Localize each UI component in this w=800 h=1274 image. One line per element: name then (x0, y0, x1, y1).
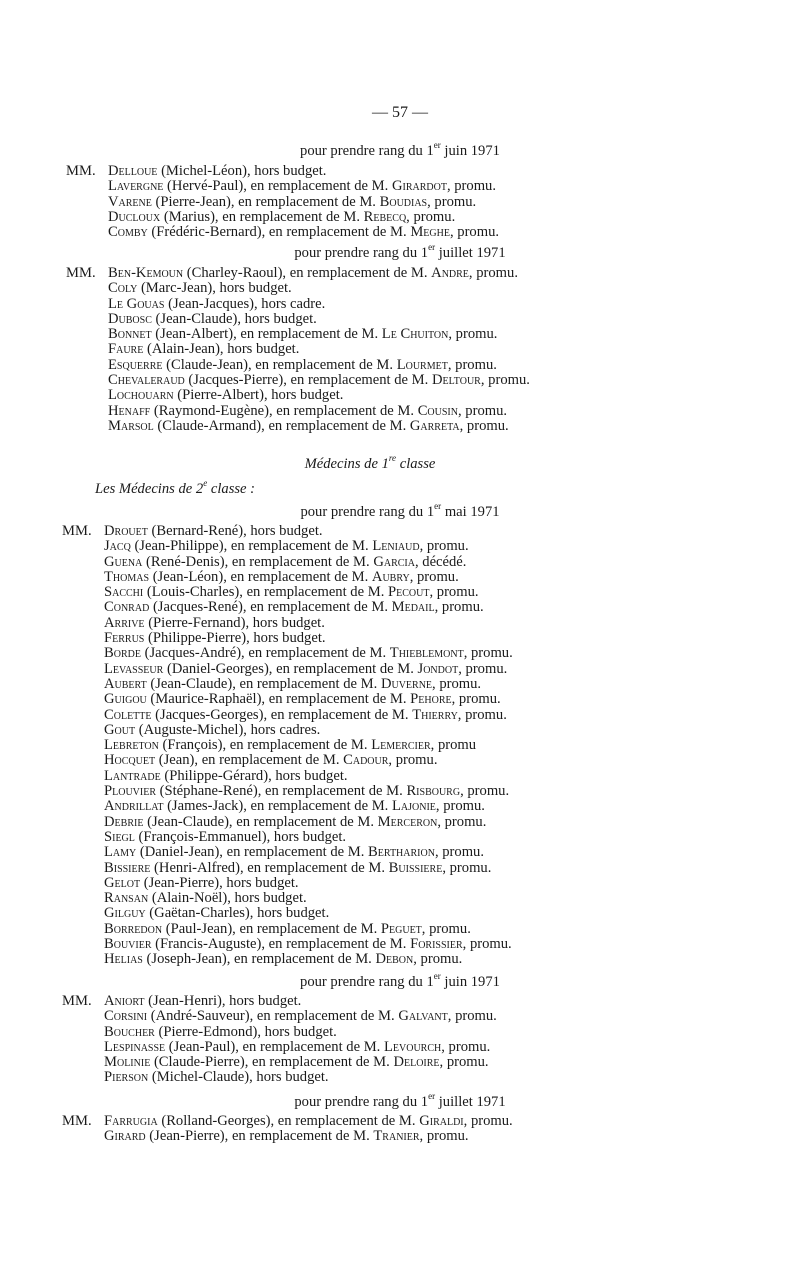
entry-status: , promu. (457, 402, 508, 419)
entry-status: , promu. (388, 752, 438, 769)
surname: Debrie (104, 813, 144, 830)
entry-list (62, 1113, 513, 1145)
list-item (62, 993, 497, 1009)
list-item (104, 1025, 497, 1040)
entry-status: , promu. (448, 326, 498, 343)
entry-status: , promu. (463, 645, 513, 662)
surname: Conrad (104, 599, 150, 616)
surname: Andrillat (104, 798, 164, 815)
entry-text: (Jean-Philippe), en remplacement de M. (130, 538, 373, 555)
entry-status: , promu. (434, 844, 485, 861)
entry-text: (Claude-Armand), en remplacement de M. (153, 417, 410, 434)
surname: Girard (104, 1128, 146, 1145)
grade-heading: Médecins de 1re classe (304, 453, 436, 472)
entry-status: , promu. (442, 859, 492, 876)
replaced-surname: Duverne (380, 675, 433, 692)
replaced-surname: Pehore (410, 691, 452, 708)
entry-text: (Claude-Jean), en remplacement de M. (162, 356, 397, 373)
entry-text: (Claude-Pierre), en remplacement de M. (150, 1054, 394, 1071)
entry-text: (René-Denis), en remplacement de M. (142, 553, 374, 570)
entry-status: , promu. (463, 1113, 513, 1129)
list-item (104, 631, 513, 646)
entry-text: (Pierre-Jean), en remplacement de M. (151, 193, 380, 210)
replaced-surname: Lajonie (391, 798, 436, 815)
surname: Gilguy (104, 905, 146, 922)
list-item (108, 388, 530, 403)
surname: Lochouarn (108, 387, 174, 404)
surname: Ducloux (108, 208, 161, 225)
honorific: MM. (62, 523, 92, 539)
entry-status: , promu. (449, 224, 500, 241)
entry-list (66, 163, 500, 241)
list-item (62, 523, 513, 539)
entry-text: (Jean-Henri), hors budget. (144, 993, 302, 1009)
list-item (104, 815, 513, 830)
entry-text: (Pierre-Fernand), hors budget. (144, 614, 325, 631)
list-item (104, 845, 513, 860)
entry-text: (Alain-Jean), hors budget. (143, 341, 300, 358)
replaced-surname: Pecout (388, 584, 430, 601)
entry-text: (Auguste-Michel), hors cadres. (135, 721, 321, 738)
list-item (104, 570, 513, 585)
surname: Le Gouas (108, 295, 165, 312)
surname: Arrive (104, 614, 145, 631)
surname: Guigou (104, 691, 147, 708)
surname: Gout (104, 721, 136, 738)
list-item (108, 373, 530, 388)
surname: Lavergne (108, 178, 164, 195)
surname: Bissiere (104, 859, 151, 876)
surname: Gelot (104, 874, 141, 891)
entry-status: , promu. (437, 813, 487, 830)
entry-text: (Joseph-Jean), en remplacement de M. (142, 951, 376, 968)
replaced-surname: Boudias (379, 193, 428, 210)
entry-text: (Jean-Claude), hors budget. (151, 310, 317, 327)
replaced-surname: Risbourg (406, 783, 461, 800)
surname: Delloue (108, 163, 158, 179)
entry-status: , promu. (459, 417, 509, 434)
entry-status: , promu. (406, 208, 456, 225)
surname: Pierson (104, 1069, 149, 1086)
surname: Bonnet (108, 326, 152, 343)
entry-status: , promu. (468, 265, 518, 281)
list-item (104, 891, 513, 906)
surname: Comby (108, 224, 148, 241)
section-heading: pour prendre rang du 1er juin 1971 (300, 140, 500, 159)
list-item (104, 738, 513, 753)
entry-status: , promu. (427, 193, 477, 210)
entry-text: (Jean-Claude), en remplacement de M. (143, 813, 378, 830)
entry-text: (Jean-Pierre), en remplacement de M. (145, 1128, 374, 1145)
entry-status: , promu (430, 737, 477, 754)
surname: Lamy (104, 844, 137, 861)
replaced-surname: Forissier (410, 936, 463, 953)
section-heading: pour prendre rang du 1er juillet 1971 (294, 242, 506, 261)
entry-text: (André-Sauveur), en remplacement de M. (147, 1008, 399, 1025)
replaced-surname: Merceron (377, 813, 438, 830)
surname: Jacq (104, 538, 131, 555)
replaced-surname: Lemercier (371, 737, 431, 754)
list-item (108, 297, 530, 312)
section-heading: pour prendre rang du 1er juillet 1971 (294, 1091, 506, 1110)
replaced-surname: Medail (391, 599, 435, 616)
grade-subheading: Les Médecins de 2e classe : (95, 478, 256, 497)
replaced-surname: Deloire (393, 1054, 440, 1071)
entry-text: (Philippe-Gérard), hors budget. (160, 767, 348, 784)
list-item (104, 723, 513, 738)
replaced-surname: Giraldi (419, 1113, 464, 1129)
replaced-surname: Thieblemont (389, 645, 464, 662)
entry-status: , promu. (439, 1054, 489, 1071)
list-item (104, 753, 513, 768)
section-heading: pour prendre rang du 1er juin 1971 (300, 971, 500, 990)
section-heading: pour prendre rang du 1er mai 1971 (300, 501, 500, 520)
replaced-surname: Cousin (417, 402, 458, 419)
entry-status: , promu. (432, 675, 482, 692)
page-number: — 57 — (372, 104, 428, 121)
entry-text: (Charley-Raoul), en remplacement de M. (183, 265, 432, 281)
list-item (108, 281, 530, 296)
replaced-surname: Levourch (383, 1038, 442, 1055)
entry-text: (Frédéric-Bernard), en remplacement de M. (147, 224, 411, 241)
entry-text: (Jean-Jacques), hors cadre. (164, 295, 326, 312)
replaced-surname: Andre (431, 265, 469, 281)
surname: Colette (104, 706, 152, 723)
entry-text: (Alain-Noël), hors budget. (148, 890, 307, 907)
entry-text: (Francis-Auguste), en remplacement de M. (151, 936, 411, 953)
list-item (66, 163, 499, 179)
entry-status: , promu. (447, 356, 497, 373)
surname: Marsol (108, 417, 154, 434)
replaced-surname: Garreta (409, 417, 460, 434)
list-item (108, 358, 530, 373)
list-item (104, 585, 513, 600)
entry-status: , promu. (462, 936, 512, 953)
entry-text: (Jean-Albert), en remplacement de M. (151, 326, 382, 343)
surname: Plouvier (104, 783, 156, 800)
entry-text: (Jean), en remplacement de M. (155, 752, 344, 769)
entry-text: (Pierre-Edmond), hors budget. (154, 1023, 337, 1040)
list-item (104, 952, 513, 967)
entry-text: (Jean-Léon), en remplacement de M. (149, 568, 372, 585)
entry-text: (Marius), en remplacement de M. (160, 208, 364, 225)
entry-text: (Paul-Jean), en remplacement de M. (162, 920, 381, 937)
entry-text: (Jean-Paul), en remplacement de M. (165, 1038, 384, 1055)
replaced-surname: Leniaud (372, 538, 420, 555)
replaced-surname: Lourmet (396, 356, 448, 373)
list-item (104, 1129, 513, 1144)
list-item (108, 342, 530, 357)
list-item (108, 419, 530, 434)
list-item (108, 179, 499, 194)
surname: Faure (108, 341, 144, 358)
entry-text: (Daniel-Georges), en remplacement de M. (163, 660, 418, 677)
entry-status: , promu. (447, 1008, 497, 1025)
surname: Drouet (104, 523, 148, 539)
list-item (104, 555, 513, 570)
entry-status: , promu. (458, 660, 508, 677)
list-item (104, 646, 513, 661)
surname: Henaff (108, 402, 151, 419)
entry-text: (Michel-Claude), hors budget. (148, 1069, 329, 1086)
entry-text: (Marc-Jean), hors budget. (137, 280, 292, 297)
entry-text: (Rolland-Georges), en remplacement de M. (157, 1113, 420, 1129)
list-item (104, 708, 513, 723)
replaced-surname: Aubry (371, 568, 410, 585)
surname: Aubert (104, 675, 147, 692)
surname: Borde (104, 645, 141, 662)
surname: Siegl (104, 828, 135, 845)
surname: Guena (104, 553, 143, 570)
honorific: MM. (66, 163, 96, 179)
list-item (104, 906, 513, 921)
entry-status: , promu. (441, 1038, 491, 1055)
list-item (104, 692, 513, 707)
honorific: MM. (62, 993, 92, 1009)
list-item (104, 922, 513, 937)
replaced-surname: Garcia (373, 553, 415, 570)
surname: Borredon (104, 920, 163, 937)
list-item (104, 937, 513, 952)
entry-text: (Pierre-Albert), hors budget. (173, 387, 344, 404)
replaced-surname: Cadour (343, 752, 389, 769)
surname: Boucher (104, 1023, 155, 1040)
list-item (104, 876, 513, 891)
entry-status: , promu. (421, 920, 471, 937)
entry-text: (Gaëtan-Charles), hors budget. (145, 905, 330, 922)
surname: Aniort (104, 993, 145, 1009)
list-item (108, 404, 530, 419)
list-item (104, 1070, 497, 1085)
list-item (104, 600, 513, 615)
list-item (104, 830, 513, 845)
entry-status: , décédé. (414, 553, 467, 570)
surname: Farrugia (104, 1113, 158, 1129)
surname: Lespinasse (104, 1038, 166, 1055)
surname: Ben-Kemoun (108, 265, 184, 281)
surname: Molinie (104, 1054, 151, 1071)
list-item (104, 784, 513, 799)
replaced-surname: Jondot (417, 660, 459, 677)
entry-text: (Jacques-André), en remplacement de M. (140, 645, 390, 662)
list-item (108, 327, 530, 342)
replaced-surname: Meghe (410, 224, 450, 241)
surname: Levasseur (104, 660, 164, 677)
list-item (108, 225, 499, 240)
list-item (104, 616, 513, 631)
list-item (104, 799, 513, 814)
entry-status: , promu. (451, 691, 501, 708)
entry-list (62, 993, 497, 1086)
surname: Ransan (104, 890, 149, 907)
list-item (104, 1040, 497, 1055)
surname: Bouvier (104, 936, 152, 953)
list-item (104, 1009, 497, 1024)
entry-text: (François), en remplacement de M. (158, 737, 372, 754)
replaced-surname: Tranier (373, 1128, 420, 1145)
entry-text: (Hervé-Paul), en remplacement de M. (163, 178, 392, 195)
list-item (104, 539, 513, 554)
entry-text: (Jean-Claude), en remplacement de M. (146, 675, 381, 692)
surname: Chevaleraud (108, 372, 185, 389)
entry-status: , promu. (446, 178, 496, 195)
replaced-surname: Peguet (380, 920, 422, 937)
surname: Varene (108, 193, 152, 210)
entry-status: , promu. (419, 1128, 469, 1145)
replaced-surname: Thierry (412, 706, 458, 723)
surname: Ferrus (104, 630, 145, 647)
list-item (108, 312, 530, 327)
surname: Helias (104, 951, 143, 968)
surname: Lantrade (104, 767, 161, 784)
replaced-surname: Debon (375, 951, 414, 968)
entry-status: , promu. (460, 783, 510, 800)
entry-text: (Henri-Alfred), en remplacement de M. (150, 859, 389, 876)
entry-text: (Stéphane-René), en remplacement de M. (156, 783, 407, 800)
list-item (66, 265, 530, 281)
entry-text: (Jean-Pierre), hors budget. (140, 874, 299, 891)
list-item (104, 1055, 497, 1070)
entry-status: , promu. (409, 568, 459, 585)
entry-text: (Jacques-Georges), en remplacement de M. (151, 706, 413, 723)
entry-status: , promu. (480, 372, 530, 389)
entry-status: , promu. (457, 706, 507, 723)
surname: Corsini (104, 1008, 148, 1025)
entry-text: (Jacques-Pierre), en remplacement de M. (184, 372, 432, 389)
replaced-surname: Deltour (431, 372, 481, 389)
replaced-surname: Rebecq (363, 208, 407, 225)
surname: Dubosc (108, 310, 152, 327)
entry-text: (Maurice-Raphaël), en remplacement de M. (146, 691, 411, 708)
replaced-surname: Galvant (398, 1008, 448, 1025)
list-item (62, 1113, 513, 1129)
list-item (108, 210, 499, 225)
entry-text: (Bernard-René), hors budget. (147, 523, 323, 539)
entry-text: (Michel-Léon), hors budget. (157, 163, 327, 179)
entry-status: , promu. (429, 584, 479, 601)
surname: Thomas (104, 568, 150, 585)
replaced-surname: Bertharion (368, 844, 435, 861)
entry-list (66, 265, 530, 434)
entry-status: , promu. (434, 599, 484, 616)
surname: Hocquet (104, 752, 156, 769)
entry-status: , promu. (435, 798, 485, 815)
surname: Sacchi (104, 584, 144, 601)
entry-text: (Daniel-Jean), en remplacement de M. (136, 844, 369, 861)
surname: Lebreton (104, 737, 159, 754)
list-item (104, 662, 513, 677)
entry-status: , promu. (419, 538, 469, 555)
entry-status: , promu. (413, 951, 463, 968)
entry-text: (Raymond-Eugène), en remplacement de M. (150, 402, 418, 419)
surname: Coly (108, 280, 138, 297)
entry-text: (Jacques-René), en remplacement de M. (149, 599, 392, 616)
replaced-surname: Buissiere (388, 859, 443, 876)
honorific: MM. (62, 1113, 92, 1129)
list-item (104, 769, 513, 784)
surname: Esquerre (108, 356, 163, 373)
list-item (104, 861, 513, 876)
entry-text: (James-Jack), en remplacement de M. (163, 798, 392, 815)
replaced-surname: Girardot (391, 178, 447, 195)
entry-text: (Philippe-Pierre), hors budget. (144, 630, 326, 647)
honorific: MM. (66, 265, 96, 281)
list-item (104, 677, 513, 692)
entry-text: (François-Emmanuel), hors budget. (134, 828, 347, 845)
replaced-surname: Le Chuiton (381, 326, 449, 343)
entry-list (62, 523, 513, 968)
list-item (108, 195, 499, 210)
entry-text: (Louis-Charles), en remplacement de M. (143, 584, 389, 601)
